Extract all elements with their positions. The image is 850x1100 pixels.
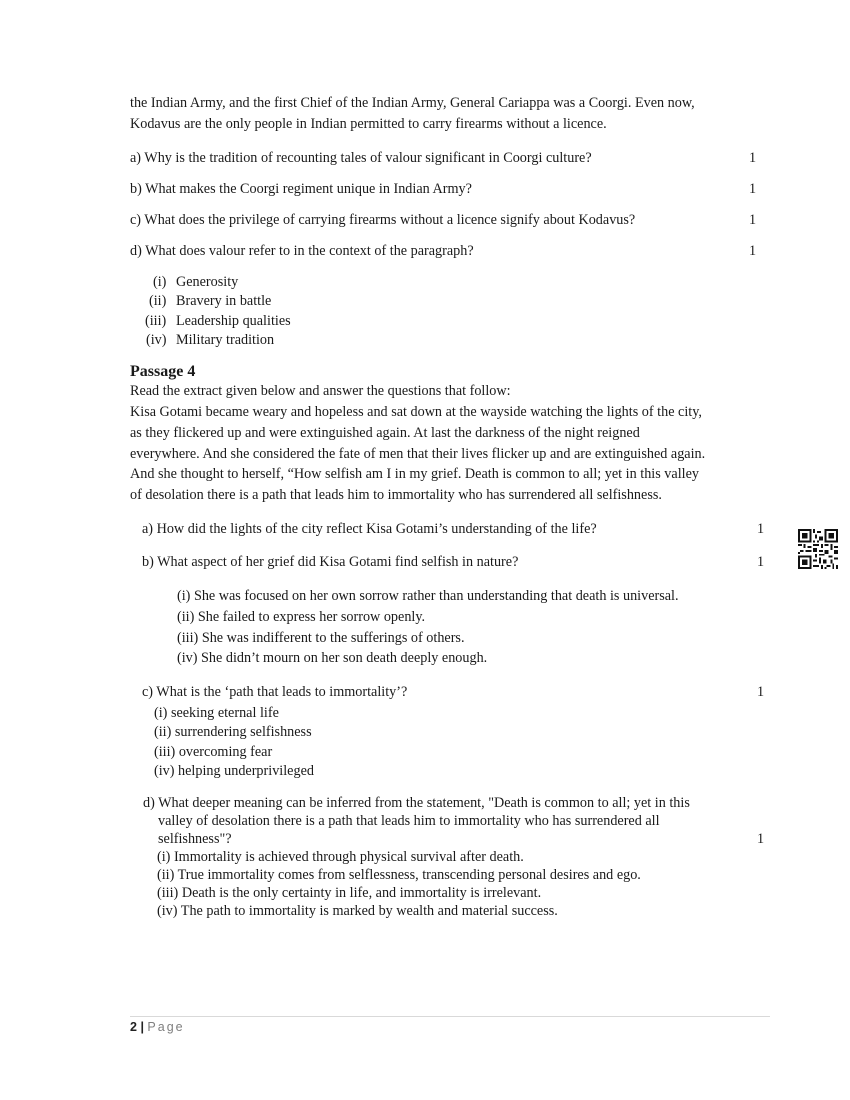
passage-heading: Passage 4: [130, 363, 196, 380]
qr-code-icon: [798, 529, 838, 569]
option-text: (iii) overcoming fear: [154, 744, 273, 760]
instruction: Read the extract given below and answer the questions that follow:: [130, 383, 511, 399]
option-number: (i): [153, 274, 167, 290]
p4-question-d-line-3: selfishness"?: [158, 831, 232, 847]
extract-line: And she thought to herself, “How selfish am I in my grief. Death is common to all; yet in this valley: [130, 466, 699, 482]
question-a-marks: 1: [749, 150, 757, 166]
page-label: Page: [147, 1020, 185, 1034]
footer-divider: [130, 1016, 770, 1017]
question-c-marks: 1: [749, 212, 757, 228]
intro-line-1: the Indian Army, and the first Chief of the Indian Army, General Cariappa was a Coorgi. Even now,: [130, 95, 695, 111]
option-text: (i) seeking eternal life: [154, 705, 279, 721]
p4-question-d-line-1: d) What deeper meaning can be inferred from the statement, "Death is common to all; yet in this: [143, 795, 690, 811]
p4-question-c: c) What is the ‘path that leads to immortality’?: [142, 684, 408, 700]
option-text: (iii) She was indifferent to the sufferings of others.: [177, 630, 465, 646]
p4-question-d-line-2: valley of desolation there is a path that leads him to immortality who has surrendered all: [158, 813, 660, 829]
question-a: a) Why is the tradition of recounting tales of valour significant in Coorgi culture?: [130, 150, 592, 166]
option-text: (ii) surrendering selfishness: [154, 724, 312, 740]
intro-line-2: Kodavus are the only people in Indian permitted to carry firearms without a licence.: [130, 116, 607, 132]
extract-line: Kisa Gotami became weary and hopeless and sat down at the wayside watching the lights of the city,: [130, 404, 702, 420]
question-c: c) What does the privilege of carrying firearms without a licence signify about Kodavus?: [130, 212, 636, 228]
option-text: (i) She was focused on her own sorrow rather than understanding that death is universal.: [177, 588, 679, 604]
p4-question-a: a) How did the lights of the city reflect Kisa Gotami’s understanding of the life?: [142, 521, 597, 537]
option-number: (iv): [146, 332, 167, 348]
p4-question-c-marks: 1: [757, 684, 765, 700]
footer-separator: |: [140, 1020, 144, 1034]
option-text: (iii) Death is the only certainty in life, and immortality is irrelevant.: [157, 885, 542, 901]
option-text: (ii) She failed to express her sorrow openly.: [177, 609, 426, 625]
option-text: Leadership qualities: [176, 313, 291, 329]
option-text: Military tradition: [176, 332, 275, 348]
p4-question-a-marks: 1: [757, 521, 765, 537]
page-number: 2: [130, 1020, 137, 1034]
question-d-marks: 1: [749, 243, 757, 259]
option-text: (iv) She didn’t mourn on her son death deeply enough.: [177, 650, 488, 666]
extract-line: as they flickered up and were extinguished again. At last the darkness of the night reigned: [130, 425, 640, 441]
option-number: (ii): [149, 293, 167, 309]
option-text: Generosity: [176, 274, 239, 290]
option-number: (iii): [145, 313, 167, 329]
question-d: d) What does valour refer to in the context of the paragraph?: [130, 243, 474, 259]
page-footer: [130, 1020, 185, 1034]
p4-question-d-marks: 1: [757, 831, 765, 847]
p4-question-b: b) What aspect of her grief did Kisa Gotami find selfish in nature?: [142, 554, 519, 570]
extract-line: of desolation there is a path that leads him to immortality who has surrendered all selfishness.: [130, 487, 662, 503]
option-text: Bravery in battle: [176, 293, 272, 309]
p4-question-b-marks: 1: [757, 554, 765, 570]
question-b-marks: 1: [749, 181, 757, 197]
option-text: (ii) True immortality comes from selflessness, transcending personal desires and ego.: [157, 867, 641, 883]
option-text: (iv) The path to immortality is marked by wealth and material success.: [157, 903, 558, 919]
extract-line: everywhere. And she considered the fate of men that their lives flicker up and are extinguished again.: [130, 446, 706, 462]
question-b: b) What makes the Coorgi regiment unique in Indian Army?: [130, 181, 472, 197]
option-text: (iv) helping underprivileged: [154, 763, 314, 779]
option-text: (i) Immortality is achieved through physical survival after death.: [157, 849, 524, 865]
